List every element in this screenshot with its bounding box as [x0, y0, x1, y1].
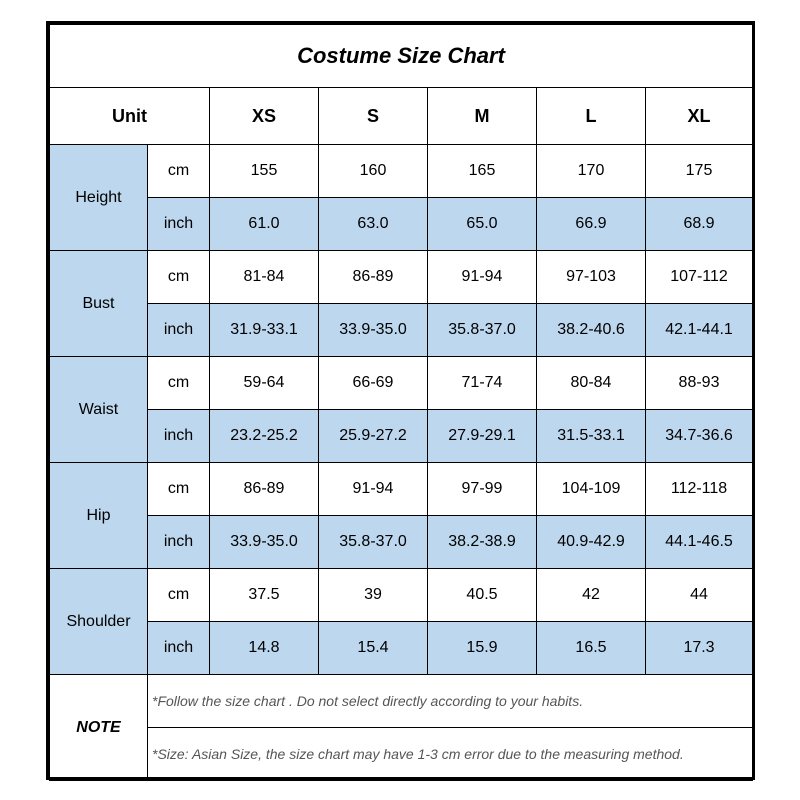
- header-row: [50, 88, 753, 145]
- table-cell: 86-89: [319, 251, 428, 304]
- table-cell: 37.5: [210, 569, 319, 622]
- table-cell: 97-103: [537, 251, 646, 304]
- table-cell: 68.9: [646, 198, 753, 251]
- unit-label: cm: [148, 251, 210, 304]
- table-cell: 59-64: [210, 357, 319, 410]
- unit-label: cm: [148, 145, 210, 198]
- table-cell: 91-94: [428, 251, 537, 304]
- table-cell: 40.5: [428, 569, 537, 622]
- table-cell: 65.0: [428, 198, 537, 251]
- unit-label: cm: [148, 569, 210, 622]
- table-cell: 44.1-46.5: [646, 516, 753, 569]
- table-cell: 71-74: [428, 357, 537, 410]
- table-cell: 27.9-29.1: [428, 410, 537, 463]
- table-cell: 25.9-27.2: [319, 410, 428, 463]
- note-row: [50, 675, 753, 728]
- table-row: [50, 410, 753, 463]
- note-label: NOTE: [50, 675, 148, 781]
- unit-label: inch: [148, 410, 210, 463]
- table-cell: 165: [428, 145, 537, 198]
- table-row: [50, 357, 753, 410]
- table-cell: 34.7-36.6: [646, 410, 753, 463]
- unit-label: inch: [148, 304, 210, 357]
- size-header-xl: XL: [646, 88, 753, 145]
- table-cell: 63.0: [319, 198, 428, 251]
- measurement-label: Bust: [50, 251, 148, 357]
- table-cell: 33.9-35.0: [319, 304, 428, 357]
- table-cell: 81-84: [210, 251, 319, 304]
- table-cell: 61.0: [210, 198, 319, 251]
- note-text: *Size: Asian Size, the size chart may have 1-3 cm error due to the measuring method.: [148, 728, 753, 781]
- unit-label: inch: [148, 198, 210, 251]
- size-header-m: M: [428, 88, 537, 145]
- table-row: [50, 569, 753, 622]
- table-cell: 31.9-33.1: [210, 304, 319, 357]
- table-row: [50, 145, 753, 198]
- table-row: [50, 198, 753, 251]
- table-cell: 17.3: [646, 622, 753, 675]
- table-cell: 104-109: [537, 463, 646, 516]
- table-cell: 33.9-35.0: [210, 516, 319, 569]
- table-cell: 14.8: [210, 622, 319, 675]
- table-cell: 35.8-37.0: [319, 516, 428, 569]
- table-cell: 35.8-37.0: [428, 304, 537, 357]
- size-chart: [46, 21, 755, 780]
- table-cell: 107-112: [646, 251, 753, 304]
- table-row: [50, 622, 753, 675]
- table-cell: 160: [319, 145, 428, 198]
- note-row: [50, 728, 753, 781]
- table-row: [50, 463, 753, 516]
- table-cell: 23.2-25.2: [210, 410, 319, 463]
- table-cell: 40.9-42.9: [537, 516, 646, 569]
- table-cell: 44: [646, 569, 753, 622]
- table-cell: 38.2-40.6: [537, 304, 646, 357]
- unit-header: Unit: [50, 88, 210, 145]
- size-header-s: S: [319, 88, 428, 145]
- table-cell: 42.1-44.1: [646, 304, 753, 357]
- unit-label: cm: [148, 463, 210, 516]
- unit-label: inch: [148, 622, 210, 675]
- table-cell: 155: [210, 145, 319, 198]
- table-cell: 38.2-38.9: [428, 516, 537, 569]
- table-cell: 15.9: [428, 622, 537, 675]
- table-row: [50, 516, 753, 569]
- table-cell: 112-118: [646, 463, 753, 516]
- table-cell: 97-99: [428, 463, 537, 516]
- table-cell: 16.5: [537, 622, 646, 675]
- table-cell: 31.5-33.1: [537, 410, 646, 463]
- size-header-l: L: [537, 88, 646, 145]
- size-table: [49, 24, 753, 781]
- chart-title: Costume Size Chart: [50, 25, 753, 88]
- table-cell: 66-69: [319, 357, 428, 410]
- table-cell: 88-93: [646, 357, 753, 410]
- measurement-label: Height: [50, 145, 148, 251]
- unit-label: cm: [148, 357, 210, 410]
- table-cell: 15.4: [319, 622, 428, 675]
- table-cell: 42: [537, 569, 646, 622]
- measurement-label: Shoulder: [50, 569, 148, 675]
- table-cell: 175: [646, 145, 753, 198]
- table-cell: 80-84: [537, 357, 646, 410]
- table-row: [50, 251, 753, 304]
- size-header-xs: XS: [210, 88, 319, 145]
- unit-label: inch: [148, 516, 210, 569]
- table-row: [50, 304, 753, 357]
- table-cell: 170: [537, 145, 646, 198]
- table-cell: 91-94: [319, 463, 428, 516]
- table-cell: 86-89: [210, 463, 319, 516]
- table-cell: 39: [319, 569, 428, 622]
- measurement-label: Waist: [50, 357, 148, 463]
- note-text: *Follow the size chart . Do not select directly according to your habits.: [148, 675, 753, 728]
- table-cell: 66.9: [537, 198, 646, 251]
- measurement-label: Hip: [50, 463, 148, 569]
